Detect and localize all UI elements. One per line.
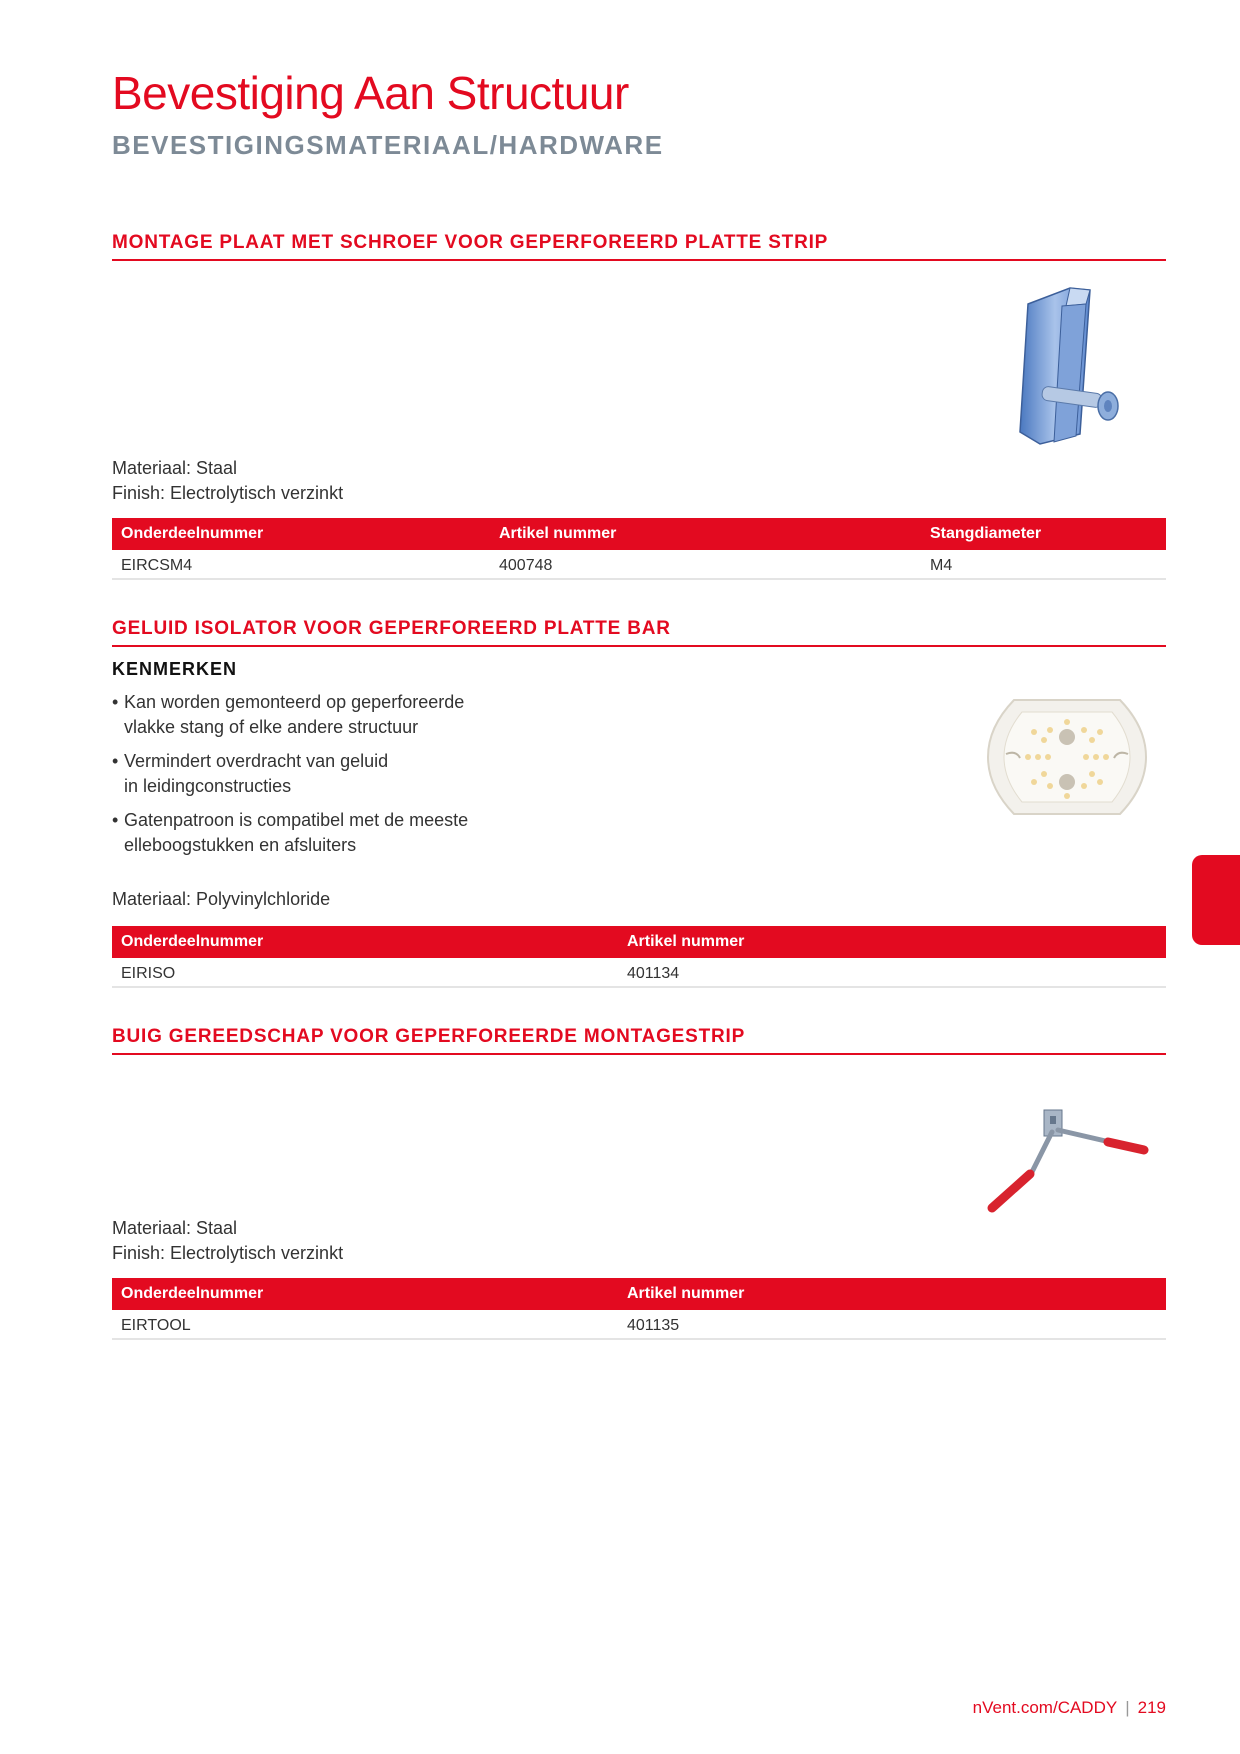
table-header: [112, 926, 1166, 958]
feature-line: elleboogstukken en afsluiters: [124, 835, 357, 855]
column-header: Onderdeelnummer: [121, 933, 264, 950]
mounting-plate-image: [1010, 284, 1130, 454]
column-header: Artikel nummer: [627, 1285, 745, 1302]
page-number: 219: [1137, 1698, 1166, 1717]
column-header: Artikel nummer: [499, 525, 617, 542]
table-row: [112, 550, 1166, 580]
column-header: Stangdiameter: [930, 525, 1042, 542]
material-label: Materiaal: Polyvinylchloride: [112, 889, 331, 909]
product-table: [112, 518, 1166, 580]
section-divider: [112, 1053, 1166, 1055]
table-cell: 401134: [627, 965, 680, 982]
section-title-bending-tool: BUIG GEREEDSCHAP VOOR GEPERFOREERDE MONTAGESTRIP: [112, 1026, 746, 1047]
table-header: [112, 1278, 1166, 1310]
finish-label: Finish: Electrolytisch verzinkt: [112, 1243, 344, 1263]
page-subtitle: BEVESTIGINGSMATERIAAL/HARDWARE: [112, 130, 664, 160]
table-cell: 400748: [499, 557, 553, 574]
table-header: [112, 518, 1166, 550]
product-table: [112, 926, 1166, 988]
table-cell: EIRCSM4: [121, 557, 193, 574]
finish-label: Finish: Electrolytisch verzinkt: [112, 483, 344, 503]
table-row: [112, 1310, 1166, 1340]
section-title-sound-isolator: GELUID ISOLATOR VOOR GEPERFOREERD PLATTE BAR: [112, 618, 671, 639]
feature-item: • Vermindert overdracht van geluid in leidingconstructies: [112, 751, 389, 796]
feature-item: • Kan worden gemonteerd op geperforeerde vlakke stang of elke andere structuur: [112, 692, 465, 737]
material-label: Materiaal: Staal: [112, 458, 238, 478]
footer-link[interactable]: nVent.com/CADDY: [972, 1698, 1118, 1717]
column-header: Onderdeelnummer: [121, 1285, 264, 1302]
product-table: [112, 1278, 1166, 1340]
page-title: Bevestiging Aan Structuur: [112, 67, 629, 119]
feature-line: Gatenpatroon is compatibel met de meeste: [124, 810, 469, 830]
feature-line: vlakke stang of elke andere structuur: [124, 717, 419, 737]
feature-item: • Gatenpatroon is compatibel met de meeste elleboogstukken en afsluiters: [112, 810, 469, 855]
section-divider: [112, 645, 1166, 647]
column-header: Onderdeelnummer: [121, 525, 264, 542]
table-cell: 401135: [627, 1317, 680, 1334]
footer-separator: |: [1125, 1698, 1130, 1717]
feature-line: Vermindert overdracht van geluid: [124, 751, 389, 771]
sound-isolator-image: [984, 692, 1150, 822]
bending-tool-image: [980, 1106, 1150, 1216]
section-title-mounting-plate: MONTAGE PLAAT MET SCHROEF VOOR GEPERFOREERD PLATTE STRIP: [112, 232, 829, 253]
section-divider: [112, 259, 1166, 261]
features-heading: KENMERKEN: [112, 659, 238, 679]
table-cell: EIRISO: [121, 965, 176, 982]
feature-line: Kan worden gemonteerd op geperforeerde: [124, 692, 465, 712]
table-row: [112, 958, 1166, 988]
material-label: Materiaal: Staal: [112, 1218, 238, 1238]
table-cell: EIRTOOL: [121, 1317, 191, 1334]
feature-line: in leidingconstructies: [124, 776, 292, 796]
column-header: Artikel nummer: [627, 933, 745, 950]
table-cell: M4: [930, 557, 953, 574]
page-footer: [973, 1698, 1166, 1718]
chapter-tab: [1192, 855, 1240, 945]
